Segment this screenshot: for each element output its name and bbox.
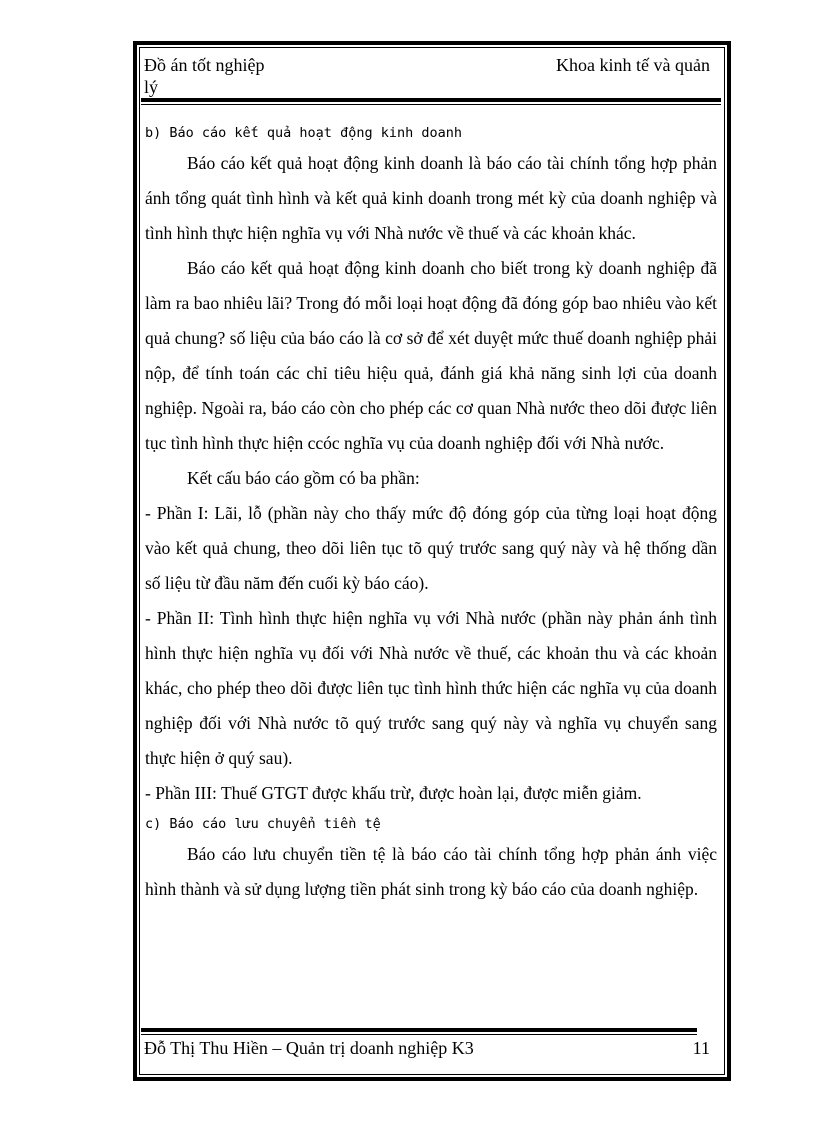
section-b-part-2: - Phần II: Tình hình thực hiện nghĩa vụ với Nhà nước (phần này phản ánh tình hình thực hiện nghĩa vụ đối với Nhà nước về thuế, các khoản thu và các khoản khác, cho phép theo dõi được liên tục tình hình thức hiện các nghĩa vụ của doanh nghiệp đối với Nhà nước tõ quý trước sang quý này và nghĩa vụ chuyển sang thực hiện ở quý sau). — [145, 608, 717, 768]
section-c-paragraph-1: Báo cáo lưu chuyển tiền tệ là báo cáo tài chính tổng hợp phản ánh việc hình thành và sử dụng lượng tiền phát sinh trong kỳ báo cáo của doanh nghiệp. — [145, 844, 717, 899]
section-b-paragraph-3: Kết cấu báo cáo gồm có ba phần: — [187, 468, 420, 488]
header-wrap-text: lý — [144, 77, 159, 97]
section-b-part-3: - Phần III: Thuế GTGT được khấu trừ, được hoàn lại, được miễn giảm. — [145, 783, 642, 803]
page-header — [144, 52, 718, 100]
page-content — [145, 120, 717, 907]
header-rule-thin — [141, 104, 721, 105]
footer-rule-thick — [141, 1028, 697, 1032]
header-rule-thick — [141, 98, 721, 102]
header-left-text: Đồ án tốt nghiệp — [144, 55, 265, 75]
header-right-text: Khoa kinh tế và quản — [556, 55, 710, 75]
section-b-part-1: - Phần I: Lãi, lỗ (phần này cho thấy mức độ đóng góp của từng loại hoạt động vào kết quả chung, theo dõi liên tục tõ quý trước sang quý này và hệ thống dần số liệu từ đầu năm đến cuối kỳ báo cáo). — [145, 503, 717, 593]
footer-rule-thin — [141, 1034, 697, 1035]
section-b-paragraph-1: Báo cáo kết quả hoạt động kinh doanh là báo cáo tài chính tổng hợp phản ánh tổng quát tình hình và kết quả kinh doanh trong mét kỳ của doanh nghiệp và tình hình thực hiện nghĩa vụ với Nhà nước về thuế và các khoản khác. — [145, 153, 717, 243]
section-c-title: c) Báo cáo lưu chuyển tiền tệ — [145, 816, 381, 832]
footer-author: Đỗ Thị Thu Hiền – Quản trị doanh nghiệp K3 — [144, 1038, 474, 1058]
page-number: 11 — [692, 1038, 710, 1058]
section-b-title: b) Báo cáo kết quả hoạt động kinh doanh — [145, 125, 462, 141]
section-b-paragraph-2: Báo cáo kết quả hoạt động kinh doanh cho biết trong kỳ doanh nghiệp đã làm ra bao nhiêu lãi? Trong đó mỗi loại hoạt động đã đóng góp bao nhiêu vào kết quả chung? số liệu của báo cáo là cơ sở để xét duyệt mức thuế doanh nghiệp phải nộp, để tính toán các chỉ tiêu hiệu quả, đánh giá khả năng sinh lợi của doanh nghiệp. Ngoài ra, báo cáo còn cho phép các cơ quan Nhà nước theo dõi được liên tục tình hình thực hiện ccóc nghĩa vụ của doanh nghiệp đối với Nhà nước. — [145, 258, 717, 453]
header-left — [144, 54, 294, 98]
